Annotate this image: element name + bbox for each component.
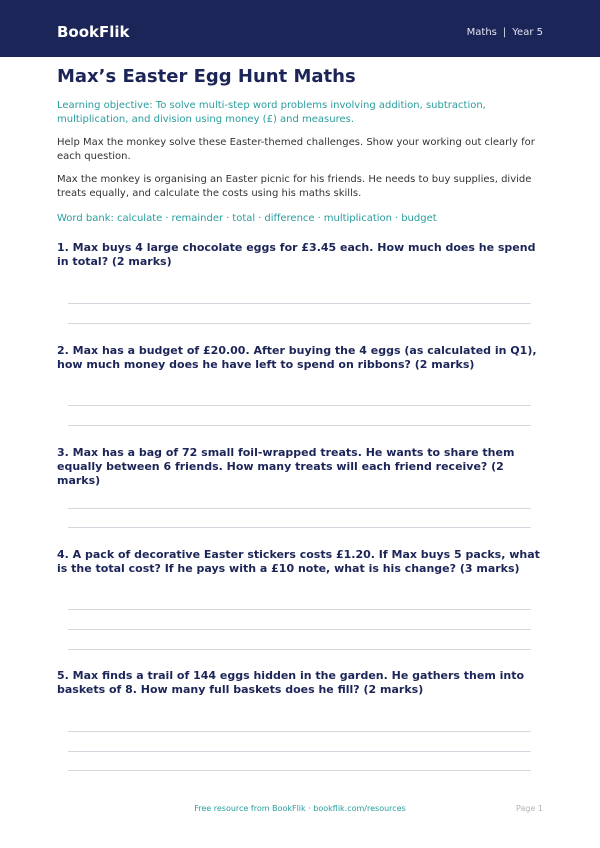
- word-bank-word: remainder: [171, 213, 224, 224]
- intro-section: [57, 66, 543, 226]
- word-bank-label: Word bank:: [57, 213, 114, 224]
- answer-line[interactable]: [68, 649, 531, 650]
- answer-line[interactable]: [68, 405, 531, 406]
- intro-paragraph: Max the monkey is organising an Easter picnic for his friends. He needs to buy supplies, divide treats equally, and calculate the costs using his maths skills.: [57, 174, 532, 199]
- header-meta: [467, 26, 543, 40]
- word-bank-word: calculate: [117, 213, 163, 224]
- answer-line[interactable]: [68, 629, 531, 630]
- year-label: Year 5: [512, 27, 543, 38]
- question-4: 4. A pack of decorative Easter stickers costs £1.20. If Max buys 5 packs, what is the total cost? If he pays with a £10 note, what is his change? (3 marks): [57, 548, 540, 575]
- page-title: Max’s Easter Egg Hunt Maths: [57, 66, 356, 87]
- answer-line[interactable]: [68, 323, 531, 324]
- question-5: 5. Max finds a trail of 144 eggs hidden in the garden. He gathers them into baskets of 8. How many full baskets does he fill? (2 marks): [57, 669, 525, 696]
- brand-logo[interactable]: BookFlik: [57, 23, 130, 41]
- intro-paragraph: Help Max the monkey solve these Easter-themed challenges. Show your working out clearly for each question.: [57, 137, 535, 162]
- question-2: 2. Max has a budget of £20.00. After buying the 4 eggs (as calculated in Q1), how much money does he have left to spend on ribbons? (2 marks): [57, 344, 537, 371]
- word-bank-word: difference: [264, 213, 315, 224]
- word-bank-separator: ·: [395, 213, 399, 224]
- answer-line[interactable]: [68, 425, 531, 426]
- question-3: 3. Max has a bag of 72 small foil-wrapped treats. He wants to share them equally between 6 friends. How many treats will each friend receive? (2 marks): [57, 446, 515, 487]
- word-bank-word: budget: [401, 213, 437, 224]
- answer-line[interactable]: [68, 770, 531, 771]
- subject-label: Maths: [466, 27, 497, 38]
- page-number: Page 1: [516, 804, 543, 813]
- answer-line[interactable]: [68, 527, 531, 528]
- footer-link[interactable]: Free resource from BookFlik · bookflik.com/resources: [194, 804, 406, 813]
- header-separator: |: [502, 27, 507, 38]
- answer-line[interactable]: [68, 303, 531, 304]
- word-bank-separator: ·: [226, 213, 230, 224]
- answer-line[interactable]: [68, 731, 531, 732]
- word-bank-word: multiplication: [323, 213, 392, 224]
- word-bank: [57, 212, 543, 226]
- question-1: 1. Max buys 4 large chocolate eggs for £3.45 each. How much does he spend in total? (2 marks): [57, 241, 536, 268]
- answer-line[interactable]: [68, 751, 531, 752]
- word-bank-separator: ·: [258, 213, 262, 224]
- answer-line[interactable]: [68, 609, 531, 610]
- page-header: [0, 0, 600, 57]
- learning-objective: Learning objective: To solve multi-step word problems involving addition, subtraction, multiplication, and division using money (£) and measures.: [57, 100, 486, 125]
- word-bank-separator: ·: [165, 213, 169, 224]
- word-bank-word: total: [232, 213, 256, 224]
- answer-line[interactable]: [68, 508, 531, 509]
- word-bank-separator: ·: [317, 213, 321, 224]
